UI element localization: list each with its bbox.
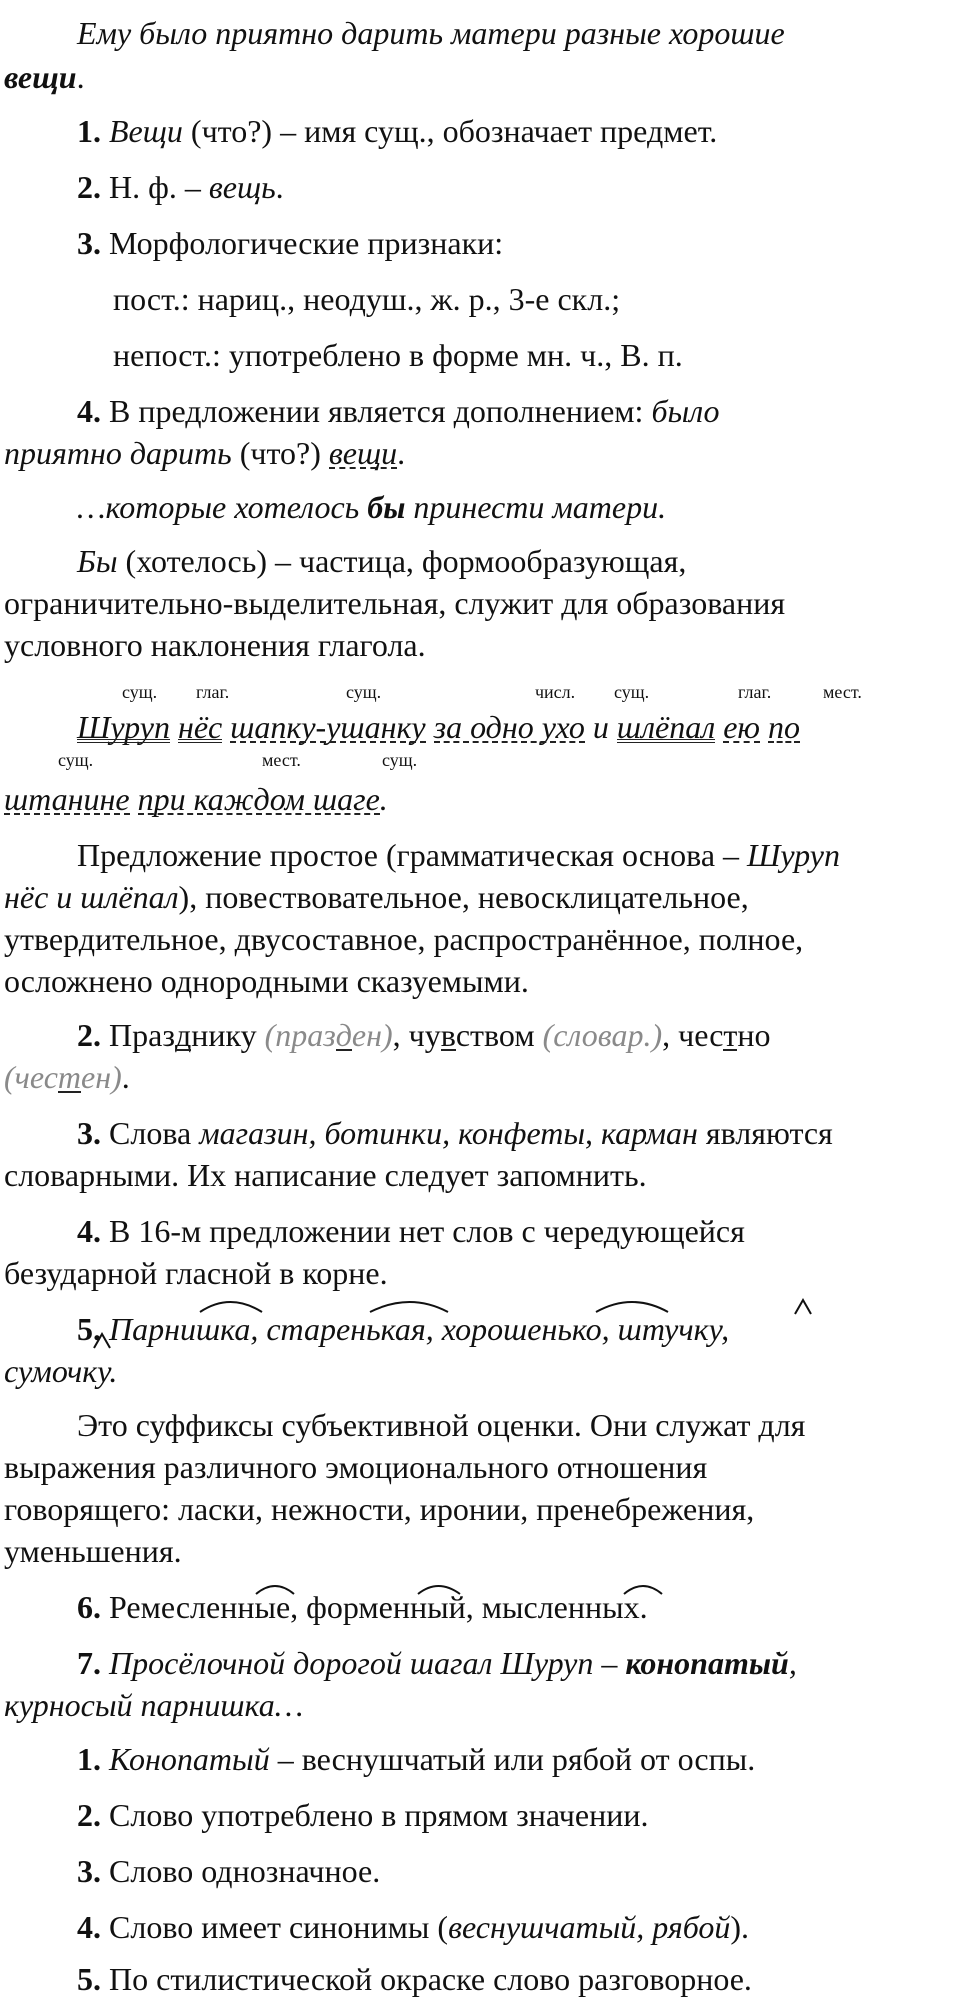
item-5-suffixes — [77, 1308, 729, 1350]
item-4-alternating — [77, 1210, 745, 1252]
lexical-item-3 — [77, 1850, 380, 1892]
item-number: 3. — [77, 225, 101, 261]
sentence-text: принести матери. — [405, 489, 667, 525]
pos-label: глаг. — [738, 682, 772, 702]
item-6-nn — [77, 1586, 648, 1628]
item-number: 3. — [77, 1115, 101, 1151]
word-part: нику — [191, 1017, 265, 1053]
key-word-veshchi: вещи — [4, 59, 77, 95]
item-italic: Просёлочной дорогой шагал Шуруп – — [101, 1645, 626, 1681]
item-text: Ремесленные, форменный, мысленных. — [101, 1589, 648, 1625]
suffix-caret-icon — [795, 1300, 811, 1314]
item-number: 7. — [77, 1645, 101, 1681]
period: . — [275, 169, 284, 205]
item-2-spelling-line-2 — [4, 1056, 130, 1098]
pos-label: сущ. — [122, 682, 158, 702]
word-part: Праз — [101, 1017, 175, 1053]
adverbial-word: по — [768, 706, 800, 748]
analysis-text: ), повествовательное, невосклицательное, — [178, 879, 749, 915]
item-text: По стилистической окраске слово разговорное. — [101, 1961, 752, 1997]
item-text: Слово имеет синонимы ( — [101, 1909, 449, 1945]
item-4-alternating-line-2: безударной гласной в корне. — [4, 1255, 388, 1291]
item-3-dictionary-line-2: словарными. Их написание следует запомнить. — [4, 1157, 647, 1193]
item-text: Слова — [101, 1115, 200, 1151]
item-text: В 16-м предложении нет слов с чередующейся — [101, 1213, 745, 1249]
check-part: (чес — [4, 1059, 58, 1095]
period: . — [121, 1059, 130, 1095]
object-word-veshchi: вещи — [329, 432, 397, 474]
analysis-italic: Шуруп — [747, 837, 840, 873]
item-italic: было — [651, 393, 720, 429]
item-text: являются — [697, 1115, 833, 1151]
item-number: 5. — [77, 1961, 101, 1997]
lexical-item-2 — [77, 1794, 648, 1836]
item-text: – веснушчатый или рябой от оспы. — [269, 1741, 756, 1777]
underlined-letter: т — [58, 1056, 81, 1098]
item-text: (что?) – имя сущ., обозначает предмет. — [182, 113, 718, 149]
item-italic: Парнишка, старенькая, хорошенько, штучку, — [101, 1311, 730, 1347]
key-word-konopatyy: конопатый — [625, 1645, 789, 1681]
item-text: ). — [730, 1909, 750, 1945]
lexical-item-1 — [77, 1738, 755, 1780]
item-number: 2. — [77, 169, 101, 205]
word-part: но — [737, 1017, 771, 1053]
parsed-sentence-line-1 — [77, 706, 800, 748]
item-2 — [77, 166, 284, 208]
item-number: 2. — [77, 1017, 101, 1053]
pos-label: мест. — [262, 750, 301, 770]
item-italic: магазин, ботинки, конфеты, карман — [199, 1115, 698, 1151]
check-word: (словар.) — [542, 1017, 663, 1053]
check-word — [265, 1017, 393, 1053]
item-3-constant: пост.: нариц., неодуш., ж. р., 3-е скл.; — [113, 281, 621, 317]
item-number: 1. — [77, 113, 101, 149]
object-word: шапку-ушанку — [230, 706, 425, 748]
period: . — [397, 435, 406, 471]
lexical-item-4 — [77, 1906, 749, 1948]
suffix-explanation-line-4: уменьшения. — [4, 1533, 182, 1569]
by-line-2: ограничительно-выделительная, служит для образования — [4, 585, 786, 621]
underlined-letter: в — [441, 1014, 456, 1056]
object-word: ею — [723, 706, 760, 748]
conjunction-word: и — [592, 709, 609, 745]
comma: , — [788, 1645, 797, 1681]
item-text: В предложении является дополнением: — [101, 393, 652, 429]
underlined-letter: т — [723, 1014, 737, 1056]
word-part: ством — [455, 1017, 543, 1053]
pos-label: сущ. — [614, 682, 650, 702]
item-question: (что?) — [231, 435, 329, 471]
pos-label: мест. — [823, 682, 862, 702]
item-7-sentence — [77, 1642, 797, 1684]
pos-label: числ. — [535, 682, 576, 702]
item-1 — [77, 110, 717, 152]
sentence-line-1: Ему было приятно дарить матери разные хорошие — [77, 15, 785, 51]
item-word: Вещи — [109, 113, 183, 149]
item-7-sentence-line-2: курносый парнишка… — [4, 1687, 304, 1723]
lexical-item-5 — [77, 1958, 752, 2000]
analysis-line-4: осложнено однородными сказуемыми. — [4, 963, 529, 999]
item-2-spelling — [77, 1014, 771, 1056]
subject-word: Шуруп — [77, 706, 170, 748]
item-number: 4. — [77, 1213, 101, 1249]
analysis-line-2 — [4, 876, 749, 918]
example-sentence — [77, 486, 666, 528]
item-number: 5. — [77, 1311, 101, 1347]
particle-word: Бы — [77, 543, 118, 579]
item-4 — [77, 390, 720, 432]
item-3-dictionary — [77, 1112, 833, 1154]
item-number: 4. — [77, 393, 101, 429]
period: . — [379, 781, 388, 817]
by-line-3: условного наклонения глагола. — [4, 627, 426, 663]
pos-label: глаг. — [196, 682, 230, 702]
item-3-nonconstant: непост.: употреблено в форме мн. ч., В. п. — [113, 337, 683, 373]
item-text: Морфологические признаки: — [101, 225, 504, 261]
analysis-italic: нёс и шлёпал — [4, 879, 179, 915]
item-text: Слово употреблено в прямом значении. — [101, 1797, 649, 1833]
item-number: 1. — [77, 1741, 101, 1777]
key-word-by: бы — [367, 489, 406, 525]
adverbial-word: штанине — [4, 778, 130, 820]
suffix-explanation-line-1: Это суффиксы субъективной оценки. Они служат для — [77, 1407, 806, 1443]
check-word — [4, 1059, 122, 1095]
by-text: (хотелось) – частица, формообразующая, — [117, 543, 687, 579]
adverbial-phrase: за одно ухо — [434, 706, 585, 748]
analysis-line-3: утвердительное, двусоставное, распространённое, полное, — [4, 921, 804, 957]
item-4-line-2 — [4, 432, 405, 474]
sentence-text: …которые хотелось — [77, 489, 368, 525]
pos-label: сущ. — [346, 682, 382, 702]
check-part: ен) — [81, 1059, 122, 1095]
underlined-letter: д — [175, 1014, 191, 1056]
check-part: ен) — [351, 1017, 393, 1053]
sentence-line-2 — [4, 56, 85, 98]
item-number: 4. — [77, 1909, 101, 1945]
predicate-word: шлёпал — [617, 706, 715, 748]
item-text: Слово однозначное. — [101, 1853, 381, 1889]
word-part: , чес — [662, 1017, 724, 1053]
item-3 — [77, 222, 503, 264]
item-number: 3. — [77, 1853, 101, 1889]
item-italic: веснушчатый, рябой — [448, 1909, 731, 1945]
item-number: 6. — [77, 1589, 101, 1625]
suffix-explanation-line-3: говорящего: ласки, нежности, иронии, пренебрежения, — [4, 1491, 755, 1527]
word-part: , чу — [392, 1017, 441, 1053]
parsed-sentence-line-2 — [4, 778, 388, 820]
predicate-word: нёс — [178, 706, 222, 748]
adverbial-phrase: при каждом шаге — [138, 778, 380, 820]
item-5-suffixes-line-2: сумочку. — [4, 1353, 118, 1389]
item-italic: Конопатый — [101, 1741, 270, 1777]
by-line-1 — [77, 540, 686, 582]
pos-label: сущ. — [58, 750, 94, 770]
item-number: 2. — [77, 1797, 101, 1833]
item-text: Н. ф. – — [101, 169, 209, 205]
period: . — [76, 59, 85, 95]
analysis-line-1 — [77, 834, 840, 876]
pos-label: сущ. — [382, 750, 418, 770]
analysis-text: Предложение простое (грамматическая основа – — [77, 837, 748, 873]
suffix-explanation-line-2: выражения различного эмоционального отношения — [4, 1449, 708, 1485]
item-word: вещь — [208, 169, 276, 205]
item-italic: приятно дарить — [4, 435, 232, 471]
underlined-letter: д — [336, 1014, 352, 1056]
check-part: (праз — [264, 1017, 336, 1053]
